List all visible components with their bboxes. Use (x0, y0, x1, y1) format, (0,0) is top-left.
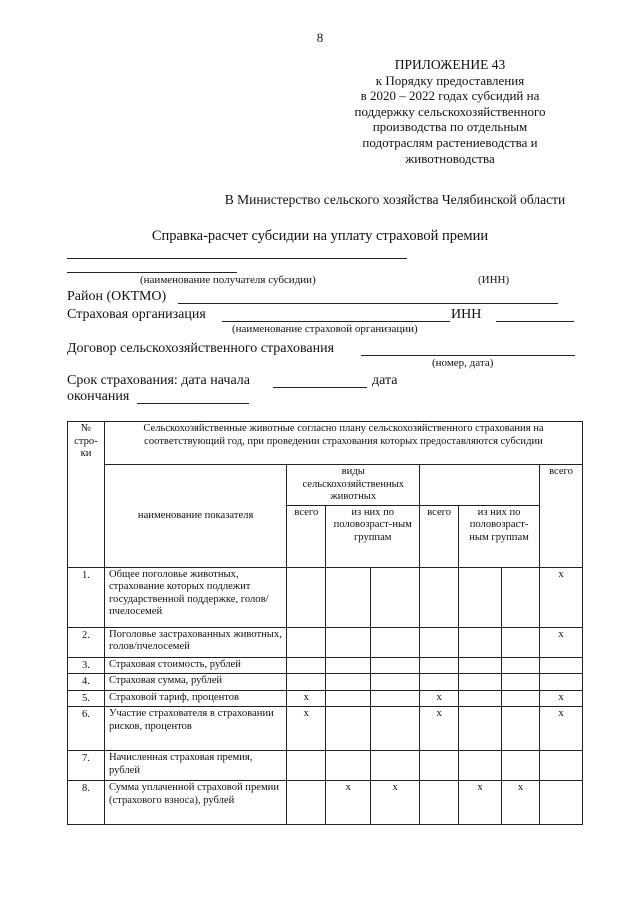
recipient-line: В Министерство сельского хозяйства Челябинской области (224, 192, 566, 207)
cell[interactable]: х (540, 707, 583, 751)
cell[interactable] (459, 674, 502, 691)
row-label: Общее поголовье животных, страхование которых подлежит государственной поддержке, голов/пчелосемей (104, 567, 286, 627)
recipient-name-field[interactable] (67, 258, 407, 259)
row-number: 1. (68, 567, 105, 627)
cell[interactable] (459, 690, 502, 707)
contract-field[interactable] (361, 355, 575, 356)
cell[interactable] (326, 751, 371, 781)
cell[interactable] (326, 627, 371, 657)
header-species-2 (420, 465, 540, 506)
sub-total-1: всего (287, 505, 326, 567)
cell[interactable] (540, 674, 583, 691)
cell[interactable] (287, 627, 326, 657)
row-label: Страховая стоимость, рублей (104, 657, 286, 674)
cell[interactable] (371, 674, 420, 691)
cell[interactable] (459, 751, 502, 781)
insurer-field[interactable] (222, 321, 450, 322)
cell[interactable] (326, 707, 371, 751)
header-row-num: № стро-ки (68, 422, 105, 568)
cell[interactable] (502, 627, 540, 657)
row-number: 3. (68, 657, 105, 674)
cell[interactable]: х (540, 627, 583, 657)
period-end-field[interactable] (137, 403, 249, 404)
cell[interactable]: х (540, 567, 583, 627)
cell[interactable] (287, 567, 326, 627)
cell[interactable] (371, 707, 420, 751)
cell[interactable]: х (420, 690, 459, 707)
cell[interactable] (371, 751, 420, 781)
cell[interactable] (502, 674, 540, 691)
cell[interactable]: х (540, 690, 583, 707)
row-number: 5. (68, 690, 105, 707)
subsidy-table (67, 421, 583, 825)
row-label: Начисленная страховая премия, рублей (104, 751, 286, 781)
sub-age-2: из них по половозраст-ным группам (459, 505, 540, 567)
cell[interactable] (287, 751, 326, 781)
district-field[interactable] (178, 303, 558, 304)
appendix-line: поддержку сельскохозяйственного (354, 103, 546, 119)
cell[interactable] (326, 690, 371, 707)
header-group: Сельскохозяйственные животные согласно плану сельскохозяйственного страхования на соответствующий год, при проведении страхования которых предоставляются субсидии (104, 422, 582, 465)
cell[interactable] (459, 627, 502, 657)
appendix-line: подотраслям растениеводства и (362, 134, 538, 150)
district-label: Район (ОКТМО) (67, 289, 167, 304)
cell[interactable] (287, 781, 326, 825)
cell[interactable] (287, 657, 326, 674)
cell[interactable] (420, 567, 459, 627)
table-row (68, 674, 583, 691)
sub-total-2: всего (420, 505, 459, 567)
period-end-label: окончания (67, 389, 130, 404)
cell[interactable]: х (287, 707, 326, 751)
row-label: Страховая сумма, рублей (104, 674, 286, 691)
cell[interactable] (326, 674, 371, 691)
appendix-line: в 2020 – 2022 годах субсидий на (360, 88, 540, 104)
table-row (68, 690, 583, 707)
cell[interactable] (540, 751, 583, 781)
cell[interactable] (326, 657, 371, 674)
cell[interactable] (371, 627, 420, 657)
cell[interactable]: х (287, 690, 326, 707)
insurer-label: Страховая организация (67, 307, 206, 322)
row-number: 2. (68, 627, 105, 657)
row-label: Участие страхователя в страховании рисков, процентов (104, 707, 286, 751)
page-number: 8 (316, 30, 324, 45)
period-date-label: дата (372, 373, 398, 388)
contract-caption: (номер, дата) (432, 357, 494, 369)
cell[interactable]: х (371, 781, 420, 825)
cell[interactable] (502, 751, 540, 781)
inn-field[interactable] (496, 321, 574, 322)
cell[interactable] (326, 567, 371, 627)
sub-age-1: из них по половозраст-ным группам (326, 505, 420, 567)
cell[interactable] (371, 567, 420, 627)
cell[interactable] (502, 657, 540, 674)
header-species-1: виды сельскохозяйственных животных (287, 465, 420, 506)
document-title: Справка-расчет субсидии на уплату страховой премии (151, 228, 489, 244)
cell[interactable]: х (502, 781, 540, 825)
row-label: Страховой тариф, процентов (104, 690, 286, 707)
row-label: Поголовье застрахованных животных, голов/пчелосемей (104, 627, 286, 657)
cell[interactable] (502, 707, 540, 751)
cell[interactable] (502, 567, 540, 627)
table-row (68, 751, 583, 781)
period-label: Срок страхования: дата начала (67, 373, 250, 388)
row-number: 8. (68, 781, 105, 825)
cell[interactable] (420, 781, 459, 825)
recipient-name-field-2[interactable] (67, 272, 237, 273)
table-row (68, 567, 583, 627)
cell[interactable] (459, 707, 502, 751)
cell[interactable]: х (420, 707, 459, 751)
cell[interactable] (540, 657, 583, 674)
cell[interactable] (371, 690, 420, 707)
table-row (68, 781, 583, 825)
cell[interactable] (420, 751, 459, 781)
cell[interactable]: х (326, 781, 371, 825)
contract-label: Договор сельскохозяйственного страхования (67, 341, 335, 356)
appendix-line: производства по отдельным (372, 119, 528, 135)
cell[interactable] (502, 690, 540, 707)
appendix-line: животноводства (405, 150, 495, 166)
row-label: Сумма уплаченной страховой премии (страхового взноса), рублей (104, 781, 286, 825)
header-total: всего (540, 465, 583, 568)
row-number: 7. (68, 751, 105, 781)
row-number: 6. (68, 707, 105, 751)
cell[interactable] (420, 674, 459, 691)
inn-caption: (ИНН) (478, 274, 510, 286)
recipient-caption: (наименование получателя субсидии) (140, 274, 316, 286)
row-number: 4. (68, 674, 105, 691)
period-start-field[interactable] (273, 387, 367, 388)
cell[interactable] (540, 781, 583, 825)
table-row (68, 627, 583, 657)
appendix-header (330, 57, 570, 166)
appendix-title: ПРИЛОЖЕНИЕ 43 (394, 57, 506, 72)
cell[interactable] (287, 674, 326, 691)
appendix-line: к Порядку предоставления (375, 72, 525, 88)
cell[interactable] (420, 657, 459, 674)
insurer-caption: (наименование страховой организации) (232, 323, 418, 335)
header-indicator: наименование показателя (104, 465, 286, 568)
cell[interactable] (459, 657, 502, 674)
inn-label: ИНН (451, 307, 482, 322)
table-row (68, 657, 583, 674)
cell[interactable] (459, 567, 502, 627)
cell[interactable]: х (459, 781, 502, 825)
table-row (68, 707, 583, 751)
cell[interactable] (371, 657, 420, 674)
cell[interactable] (420, 627, 459, 657)
